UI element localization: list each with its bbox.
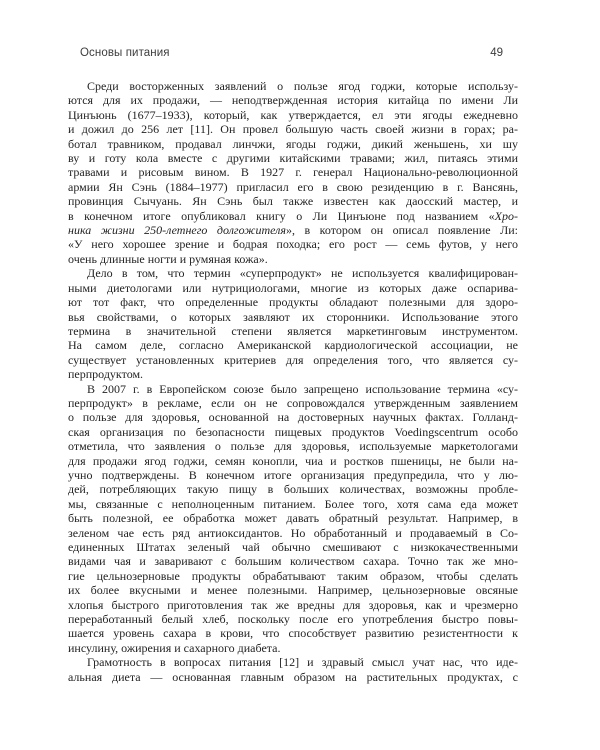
text-line: ются для их продажи, — неподтвержденная история китайца по имени Ли xyxy=(68,93,518,108)
running-head-title: Основы питания xyxy=(80,47,170,59)
text-line: ская организация по безопасности пищевых продуктов Voedingscentrum особо xyxy=(68,424,518,439)
text-line: вья свойствами, о которых заявляют их сторонники. Использование этого xyxy=(68,309,518,324)
page-number: 49 xyxy=(490,47,503,59)
text-line: Дело в том, что термин «суперпродукт» не используется квалифицирован- xyxy=(87,266,518,281)
text-line: мы, связанные с неполноценным питанием. Более того, хотя сама еда может xyxy=(68,496,518,511)
text-line: «У него хорошее зрение и бодрая походка; его рост — семь футов, у него xyxy=(68,237,518,252)
text-line: очень длинные ногти и румяная кожа». xyxy=(68,251,268,266)
text-line: перпродуктом. xyxy=(68,367,144,382)
text-line: быть полезной, ее обработка может давать обратный результат. Например, в xyxy=(68,511,518,526)
paragraph xyxy=(68,79,518,266)
text-line: перпродукт» в рекламе, если он не сопровождался утвержденным заявлением xyxy=(68,395,518,410)
text-line: в конечном итоге опубликовал книгу о Ли Цинъюне под названием «Хро- xyxy=(68,208,518,223)
paragraph xyxy=(68,266,518,381)
text-line: их более вкусными и менее полезными. Например, цельнозерновые овсяные xyxy=(68,583,518,598)
text-line: ника жизни 250-летнего долгожителя», в котором он описал появление Ли: xyxy=(68,223,518,238)
running-head xyxy=(68,46,518,60)
text-line: хлопья быстрого приготовления так же вредны для здоровья, как и чрезмерно xyxy=(68,597,518,612)
text-line: и дожил до 256 лет [11]. Он провел большую часть своей жизни в горах; ра- xyxy=(68,122,518,137)
paragraph xyxy=(68,382,518,656)
text-line: ву и готу кола вместе с другими китайскими травами; жил, питаясь этими xyxy=(68,151,518,166)
text-line: ют тот факт, что определенные продукты обладают полезными для здоро- xyxy=(68,295,518,310)
text-line: инсулину, ожирения и сахарного диабета. xyxy=(68,640,281,655)
text-line: На самом деле, согласно Американской кардиологической ассоциации, не xyxy=(68,338,518,353)
text-line: для продажи ягод годжи, семян конопли, чиа и ростков пшеницы, не были на- xyxy=(68,453,518,468)
text-line: о пользе для здоровья, основанной на достоверных научных фактах. Голланд- xyxy=(68,410,518,425)
text-line: травами и рисовым вином. В 1927 г. генерал Национально-революционной xyxy=(68,165,518,180)
text-line: термина в значительной степени является маркетинговым инструментом. xyxy=(68,323,518,338)
text-line: отметила, что заявления о пользе для здоровья, используемые маркетологами xyxy=(68,439,518,454)
text-line: альная диета — основанная главным образом на растительных продуктах, с xyxy=(68,669,518,684)
paragraph xyxy=(68,655,518,684)
text-line: гие цельнозерновые продукты обрабатывают таким образом, чтобы сделать xyxy=(68,568,518,583)
text-line: существует установленных критериев для определения того, что является су- xyxy=(68,352,518,367)
text-line: провинция Сычуань. Ян Сэнь был также известен как даосский мастер, и xyxy=(68,194,518,209)
text-line: армии Ян Сэнь (1884–1977) пригласил его в свою резиденцию в г. Вансянь, xyxy=(68,179,518,194)
text-line: ботал травником, продавал линчжи, ягоды годжи, дикий женьшень, хи шу xyxy=(68,136,518,151)
text-line: переработанный белый хлеб, поскольку после его употребления быстро повы- xyxy=(68,612,518,627)
text-line: единенных Штатах зеленый чай обычно смешивают с низкокачественными xyxy=(68,540,518,554)
text-line: зеленом чае есть ряд антиоксидантов. Но обработанный и продаваемый в Со- xyxy=(68,525,518,540)
text-line: видами чая и заваривают с большим количеством сахара. Точно так же мно- xyxy=(68,554,518,569)
text-line: шается уровень сахара в крови, что способствует развитию резистентности к xyxy=(68,626,518,641)
text-line: Грамотность в вопросах питания [12] и здравый смысл учат нас, что иде- xyxy=(87,655,518,670)
text-line: Среди восторженных заявлений о пользе ягод годжи, которые использу- xyxy=(87,79,518,93)
page-body xyxy=(68,79,518,684)
text-line: В 2007 г. в Европейском союзе было запрещено использование термина «су- xyxy=(87,381,518,396)
text-line: ными диетологами или нутрициологами, многие из которых даже оспарива- xyxy=(68,280,518,295)
text-line: учно подтверждены. В конечном итоге организация предупредила, что у лю- xyxy=(68,467,518,482)
text-line: дей, потребляющих такую пищу в больших количествах, возможны пробле- xyxy=(68,482,518,497)
text-line: Цинъюнь (1677–1933), который, как утверждается, ел эти ягоды ежедневно xyxy=(68,107,518,122)
